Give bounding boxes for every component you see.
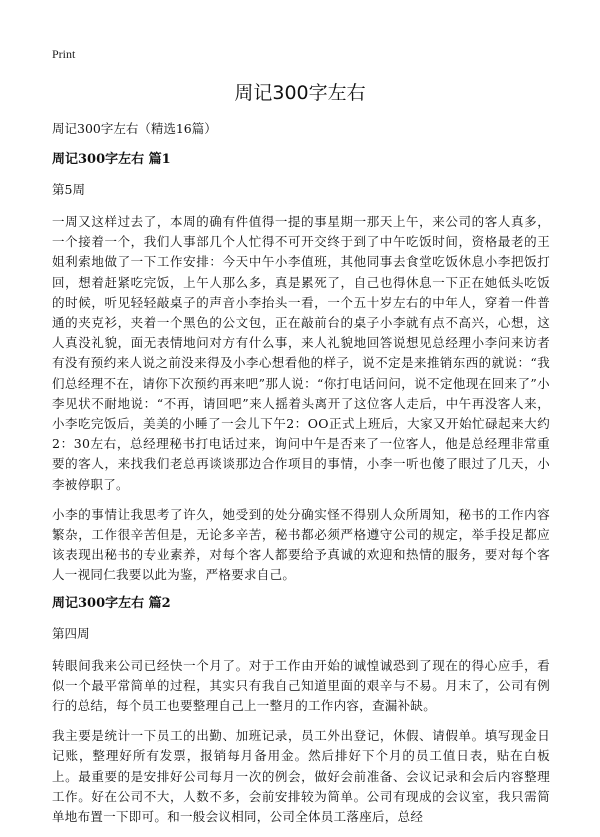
article-paragraph: 一周又这样过去了，本周的确有件值得一提的事星期一那天上午，来公司的客人真多，一个接着一个，我们人事部几个人忙得不可开交终于到了中午吃饭时间，资格最老的王姐利索地做了一下工作安排：今天中午小李值班，其他同事去食堂吃饭休息小李把饭打回，想着赶紧吃完饭，上午人那么多，真是累死了，自己也得休息一下正在她低头吃饭的时候，听见轻轻敲桌子的声音小李抬头一看，一个五十岁左右的中年人，穿着一件普通的夹克衫，夹着一个黑色的公文包，正在敲前台的桌子小李就有点不高兴，心想，这人真没礼貌，面无表情地问对方有什么事，来人礼貌地回答说想见总经理小李问来访者有没有预约来人说之前没来得及小李心想看他的样子，说不定是来推销东西的就说：“我们总经理不在，请你下次预约再来吧”那人说：“你打电话问问，说不定他现在回来了”小李见状不耐地说：“不再，请回吧”来人摇着头离开了这位客人走后，中午再没客人来，小李吃完饭后，美美的小睡了一会儿下午2：OO正式上班后，大家又开始忙碌起来大约2：30左右，总经理秘书打电话过来，询问中午是否来了一位客人，他是总经理非常重要的客人，来找我们老总再谈谈那边合作项目的事情，小李一听也傻了眼过了几天，小李被停职了。 <box>52 214 550 492</box>
document-body <box>52 121 550 837</box>
document-subtitle: 周记300字左右（精选16篇） <box>52 121 217 136</box>
article-week: 第5周 <box>52 182 85 197</box>
article-week: 第四周 <box>52 625 90 641</box>
article-title: 周记300字左右 篇2 <box>52 595 171 611</box>
page-title: 周记300字左右 <box>234 82 366 104</box>
article-2 <box>52 596 550 828</box>
print-link[interactable]: Print <box>52 47 76 61</box>
article-paragraph: 小李的事情让我思考了许久，她受到的处分确实怪不得别人众所周知，秘书的工作内容繁杂，工作很辛苦但是，无论多辛苦，秘书都必须严格遵守公司的规定，举手投足都应该表现出秘书的专业素养，对每个客人都要给予真诚的欢迎和热情的服务，要对每个客人一视同仁我要以此为鉴，严格要求自己。 <box>52 506 550 583</box>
article-paragraph: 我主要是统计一下员工的出勤、加班记录，员工外出登记，休假、请假单。填写现金日记账，整理好所有发票，报销每月备用金。然后排好下个月的员工值日表，贴在白板上。最重要的是安排好公司每月一次的例会，做好会前准备、会议记录和会后内容整理工作。好在公司不大，人数不多，会前安排较为简单。公司有现成的会议室，我只需简单地布置一下即可。和一般会议相同，公司全体员工落座后，总经 <box>52 728 550 825</box>
article-1 <box>52 152 550 586</box>
article-paragraph: 转眼间我来公司已经快一个月了。对于工作由开始的诚惶诚恐到了现在的得心应手，看似一个最平常简单的过程，其实只有我自己知道里面的艰辛与不易。月末了，公司有例行的总结，每个员工也要整理自己上一整月的工作内容，查漏补缺。 <box>52 657 550 714</box>
article-title: 周记300字左右 篇1 <box>52 152 171 167</box>
